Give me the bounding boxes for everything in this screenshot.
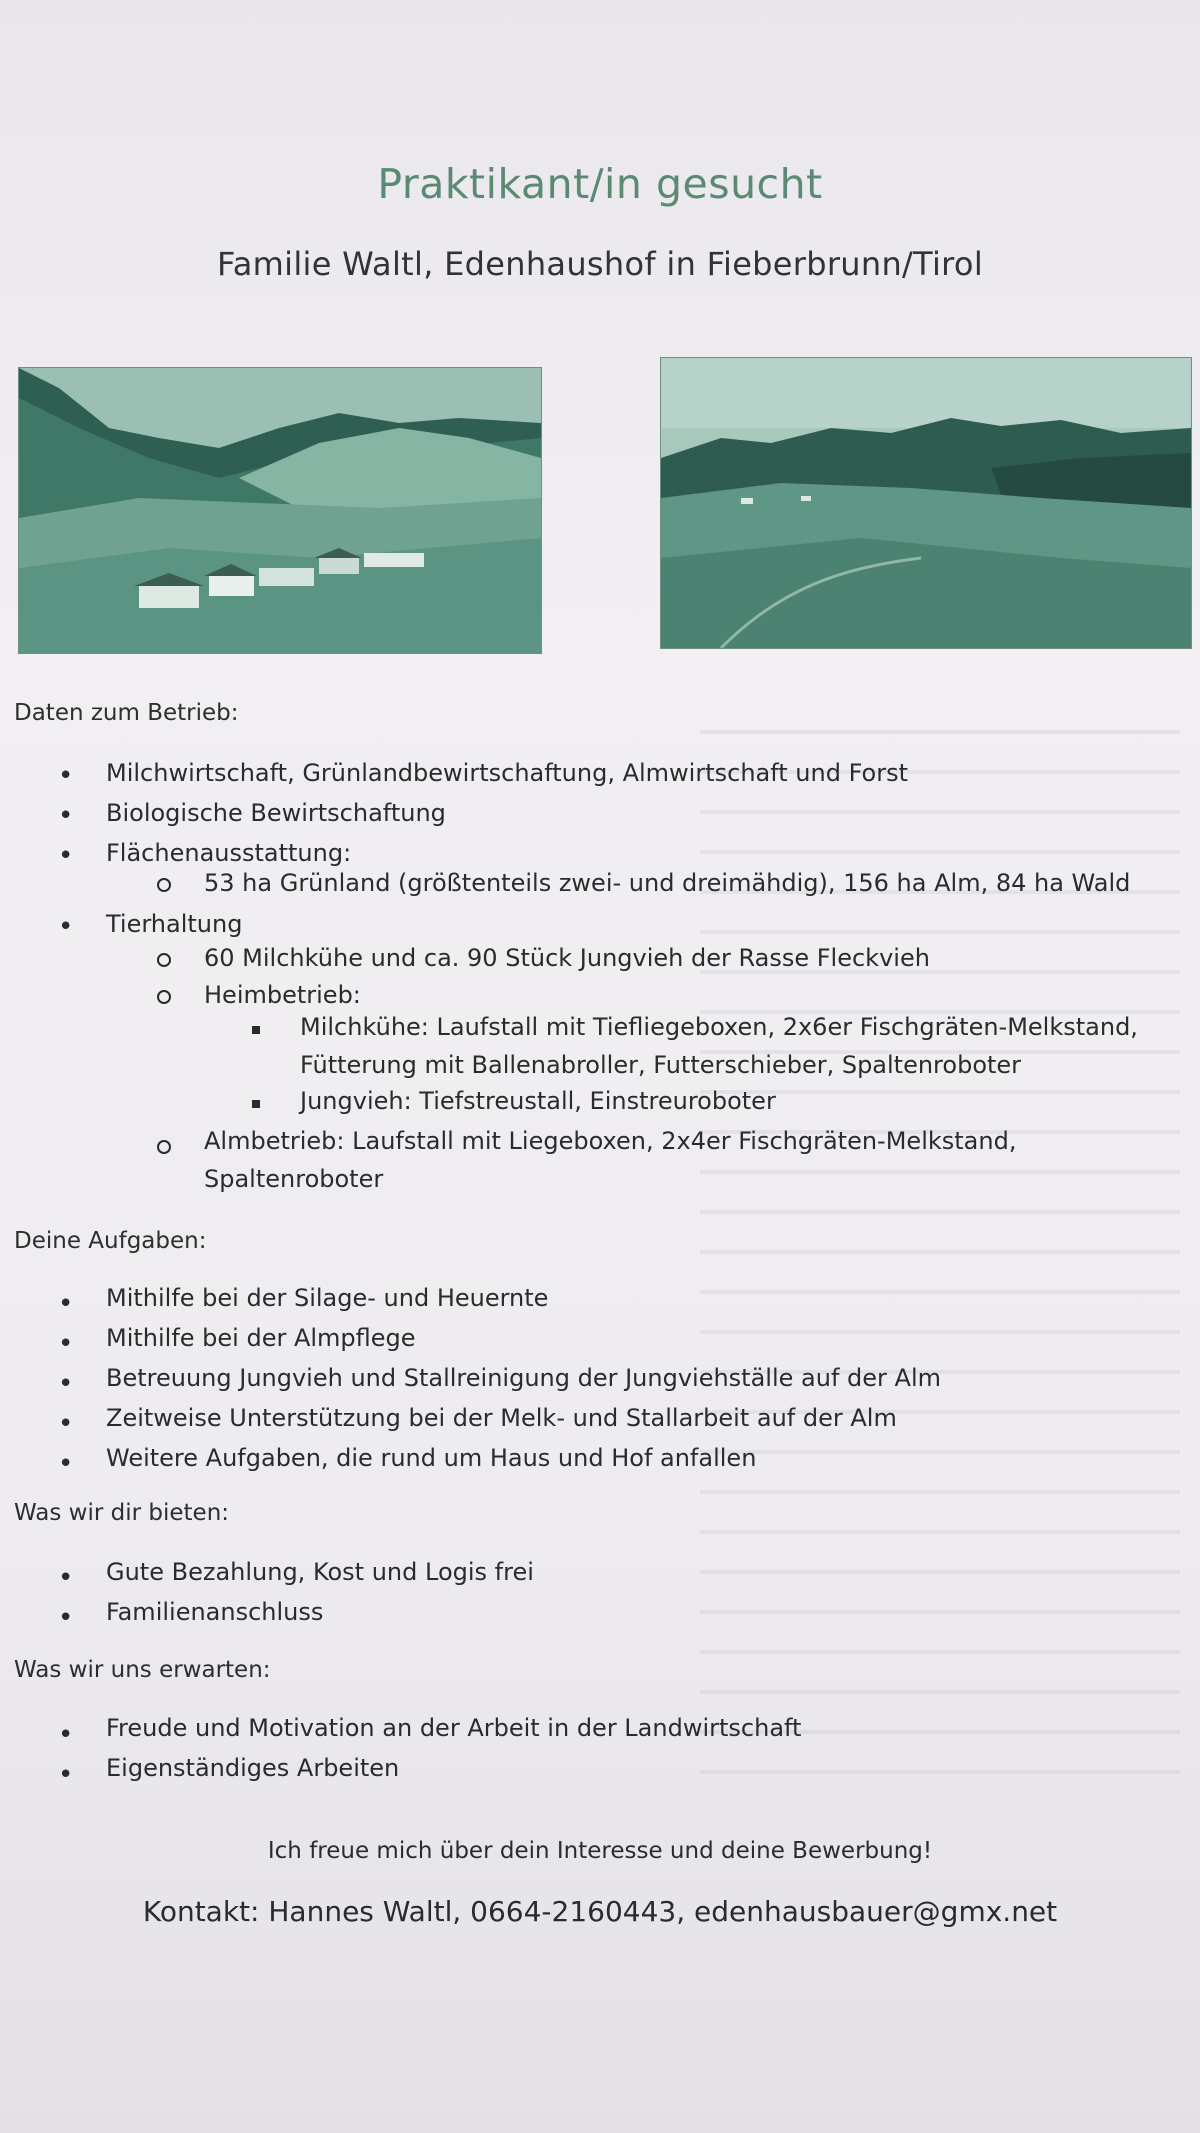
bullet-icon: • [58,912,74,942]
list-item: Freude und Motivation an der Arbeit in der Landwirtschaft [106,1714,802,1742]
bullet-icon: • [58,1369,74,1399]
square-bullet-icon [252,1026,260,1034]
closing-line: Ich freue mich über dein Interesse und deine Bewerbung! [267,1838,933,1864]
list-item: Jungvieh: Tiefstreustall, Einstreuroboter [300,1087,776,1115]
bullet-icon: • [58,1603,74,1633]
list-item: Biologische Bewirtschaftung [106,799,446,827]
list-item: Mithilfe bei der Silage- und Heuernte [106,1284,549,1312]
bullet-icon: • [58,1409,74,1439]
circle-bullet-icon [157,1140,171,1154]
farm-photo [18,367,542,654]
circle-bullet-icon [157,878,171,892]
circle-bullet-icon [157,953,171,967]
square-bullet-icon [252,1100,260,1108]
list-item-continuation: Spaltenroboter [204,1165,384,1193]
bullet-icon: • [58,1289,74,1319]
bullet-icon: • [58,1329,74,1359]
bullet-icon: • [58,801,74,831]
heading-bieten: Was wir dir bieten: [14,1500,230,1526]
bullet-icon: • [58,1563,74,1593]
contact-line: Kontakt: Hannes Waltl, 0664-2160443, edenhausbauer@gmx.net [142,1895,1058,1928]
list-item: Betreuung Jungvieh und Stallreinigung der Jungviehställe auf der Alm [106,1364,941,1392]
list-item: Milchkühe: Laufstall mit Tiefliegeboxen, 2x6er Fischgräten-Melkstand, [300,1013,1138,1041]
alpine-pasture-photo-icon [661,358,1191,648]
list-item: 53 ha Grünland (größtenteils zwei- und dreimähdig), 156 ha Alm, 84 ha Wald [204,869,1131,897]
list-item: Weitere Aufgaben, die rund um Haus und Hof anfallen [106,1444,757,1472]
list-item: Tierhaltung [106,910,243,938]
list-item-continuation: Fütterung mit Ballenabroller, Futterschieber, Spaltenroboter [300,1051,1022,1079]
list-item: Almbetrieb: Laufstall mit Liegeboxen, 2x4er Fischgräten-Melkstand, [204,1127,1017,1155]
alpine-pasture-photo [660,357,1192,649]
list-item: Eigenständiges Arbeiten [106,1754,400,1782]
list-item: Heimbetrieb: [204,981,361,1009]
circle-bullet-icon [157,990,171,1004]
list-item: 60 Milchkühe und ca. 90 Stück Jungvieh der Rasse Fleckvieh [204,944,930,972]
bullet-icon: • [58,761,74,791]
farm-photo-icon [19,368,541,653]
bullet-icon: • [58,841,74,871]
page-subtitle: Familie Waltl, Edenhaushof in Fieberbrunn/Tirol [216,245,984,283]
list-item: Mithilfe bei der Almpflege [106,1324,416,1352]
bleed-through-shadow [700,700,1180,1800]
bullet-icon: • [58,1760,74,1790]
bullet-icon: • [58,1449,74,1479]
heading-aufgaben: Deine Aufgaben: [14,1228,207,1254]
list-item: Flächenausstattung: [106,839,352,867]
page-title: Praktikant/in gesucht [377,160,823,208]
bullet-icon: • [58,1720,74,1750]
list-item: Zeitweise Unterstützung bei der Melk- und Stallarbeit auf der Alm [106,1404,897,1432]
list-item: Familienanschluss [106,1598,324,1626]
list-item: Gute Bezahlung, Kost und Logis frei [106,1558,534,1586]
list-item: Milchwirtschaft, Grünlandbewirtschaftung, Almwirtschaft und Forst [106,759,909,787]
heading-betrieb: Daten zum Betrieb: [14,700,239,726]
heading-erwarten: Was wir uns erwarten: [14,1657,271,1683]
